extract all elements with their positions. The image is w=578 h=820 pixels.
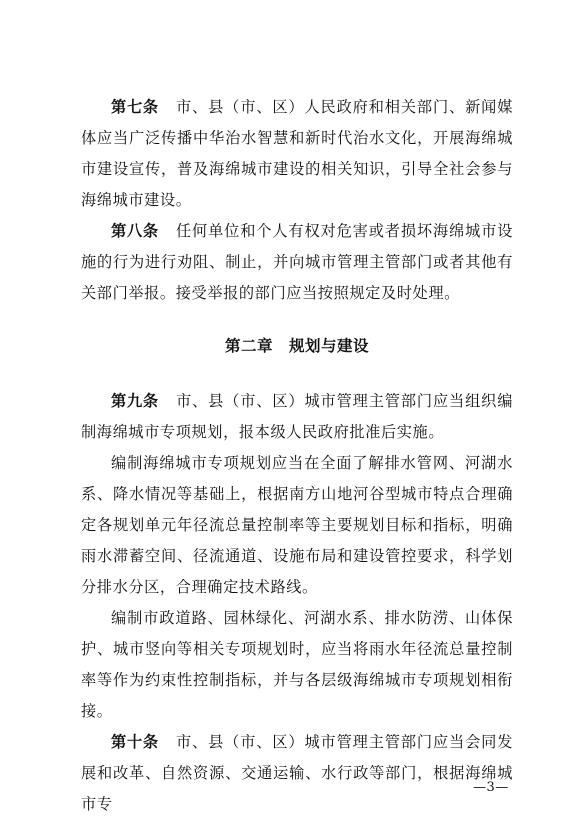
article-8-label: 第八条 [111, 222, 159, 240]
article-10-text: 市、县（市、区）城市管理主管部门应当会同发展和改革、自然资源、交通运输、水行政等部门，根据海绵城市专 [81, 733, 513, 813]
article-10-paragraph [81, 727, 513, 820]
article-9-paragraph [81, 386, 513, 448]
article-9-label: 第九条 [111, 392, 159, 410]
chapter-number: 第二章 [224, 337, 273, 355]
article-10-label: 第十条 [111, 733, 159, 751]
page-number: —3— [473, 780, 509, 795]
document-body [81, 92, 513, 820]
article-7-text: 市、县（市、区）人民政府和相关部门、新闻媒体应当广泛传播中华治水智慧和新时代治水文化，开展海绵城市建设宣传，普及海绵城市建设的相关知识，引导全社会参与海绵城市建设。 [81, 98, 513, 209]
article-7-paragraph [81, 92, 513, 216]
article-8-paragraph [81, 216, 513, 309]
article-9-paragraph-2: 编制海绵城市专项规划应当在全面了解排水管网、河湖水系、降水情况等基础上，根据南方山地河谷型城市特点合理确定各规划单元年径流总量控制率等主要规划目标和指标，明确雨水滞蓄空间、径流通道、设施布局和建设管控要求，科学划分排水分区，合理确定技术路线。 [81, 454, 513, 596]
article-7-label: 第七条 [111, 98, 159, 116]
chapter-heading [81, 331, 513, 362]
article-9-paragraph-3: 编制市政道路、园林绿化、河湖水系、排水防涝、山体保护、城市竖向等相关专项规划时，应当将雨水年径流总量控制率等作为约束性控制指标，并与各层级海绵城市专项规划相衔接。 [81, 609, 513, 720]
chapter-title: 规划与建设 [289, 337, 370, 355]
article-9-text: 市、县（市、区）城市管理主管部门应当组织编制海绵城市专项规划，报本级人民政府批准后实施。 [81, 392, 513, 441]
article-8-text: 任何单位和个人有权对危害或者损坏海绵城市设施的行为进行劝阻、制止，并向城市管理主管部门或者其他有关部门举报。接受举报的部门应当按照规定及时处理。 [81, 222, 513, 302]
